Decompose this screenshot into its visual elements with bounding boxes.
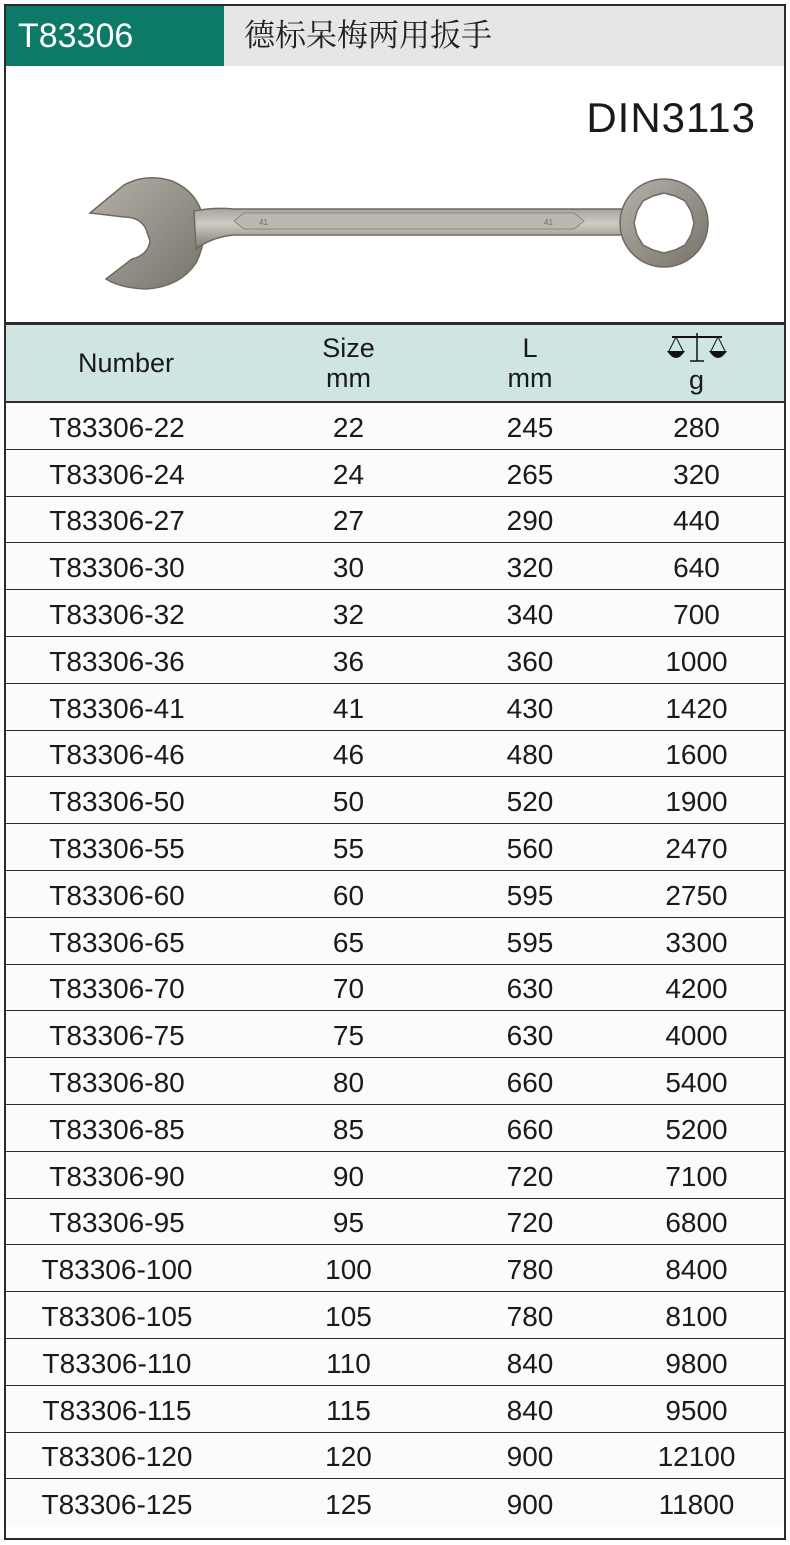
cell-size: 22 — [332, 411, 365, 443]
cell-size: 50 — [332, 786, 365, 818]
wrench-marking-right: 41 — [544, 218, 553, 227]
cell-number: T83306-32 — [49, 599, 185, 631]
cell-size: 36 — [332, 645, 365, 677]
cell-weight: 440 — [673, 505, 720, 537]
standard-label: DIN3113 — [586, 94, 756, 141]
cell-size: 46 — [332, 739, 365, 771]
cell-length: 720 — [506, 1207, 554, 1239]
cell-size: 24 — [332, 458, 365, 490]
cell-size: 80 — [332, 1067, 365, 1099]
table-row — [6, 1292, 784, 1339]
cell-size: 95 — [332, 1207, 365, 1239]
product-code: T83306 — [6, 6, 224, 66]
cell-number: T83306-105 — [41, 1301, 193, 1333]
cell-weight: 5200 — [665, 1113, 728, 1145]
cell-weight: 5400 — [665, 1067, 728, 1099]
cell-number: T83306-46 — [49, 739, 185, 771]
cell-number: T83306-24 — [49, 458, 185, 490]
table-row — [6, 1152, 784, 1199]
column-header-number-label: Number — [77, 348, 175, 378]
table-row — [6, 450, 784, 497]
cell-length: 660 — [506, 1067, 554, 1099]
table-row — [6, 1339, 784, 1386]
cell-weight: 700 — [673, 599, 720, 631]
cell-length: 290 — [506, 505, 554, 537]
table-row — [6, 1011, 784, 1058]
cell-weight: 1600 — [665, 739, 728, 771]
cell-size: 30 — [332, 552, 365, 584]
cell-weight: 1000 — [665, 645, 728, 677]
table-row — [6, 637, 784, 684]
cell-length: 900 — [506, 1488, 554, 1520]
cell-length: 480 — [506, 739, 554, 771]
cell-number: T83306-30 — [49, 552, 185, 584]
header-bar — [6, 6, 784, 66]
table-row — [6, 824, 784, 871]
table-row — [6, 1105, 784, 1152]
cell-number: T83306-95 — [49, 1207, 185, 1239]
product-spec-sheet — [4, 4, 786, 1540]
cell-weight: 7100 — [665, 1160, 728, 1192]
cell-size: 75 — [332, 1020, 365, 1052]
cell-size: 100 — [325, 1254, 372, 1286]
cell-length: 245 — [506, 411, 554, 443]
product-name: 德标呆梅两用扳手 — [224, 6, 784, 66]
column-header-weight-unit: g — [688, 365, 705, 395]
table-row — [6, 1199, 784, 1246]
cell-size: 41 — [332, 692, 365, 724]
table-row — [6, 777, 784, 824]
cell-length: 320 — [506, 552, 554, 584]
cell-weight: 320 — [673, 458, 720, 490]
table-row — [6, 1433, 784, 1480]
cell-number: T83306-120 — [41, 1441, 193, 1473]
table-row — [6, 731, 784, 778]
cell-weight: 9500 — [665, 1394, 728, 1426]
cell-length: 265 — [506, 458, 554, 490]
cell-number: T83306-60 — [49, 879, 185, 911]
combination-wrench-icon — [84, 171, 714, 296]
column-header-length-label: L — [522, 333, 538, 363]
cell-length: 630 — [506, 1020, 554, 1052]
wrench-marking-left: 41 — [259, 218, 268, 227]
cell-number: T83306-27 — [49, 505, 185, 537]
column-header-size — [246, 325, 451, 401]
cell-size: 105 — [325, 1301, 372, 1333]
table-row — [6, 1245, 784, 1292]
cell-number: T83306-22 — [49, 411, 185, 443]
cell-weight: 8400 — [665, 1254, 728, 1286]
cell-weight: 9800 — [665, 1347, 728, 1379]
cell-length: 560 — [506, 833, 554, 865]
table-row — [6, 403, 784, 450]
table-row — [6, 1058, 784, 1105]
cell-size: 115 — [326, 1394, 371, 1426]
cell-size: 65 — [332, 926, 365, 958]
cell-weight: 640 — [673, 552, 720, 584]
table-row — [6, 684, 784, 731]
spec-table — [6, 322, 784, 1526]
column-header-length — [451, 325, 609, 401]
table-row — [6, 590, 784, 637]
cell-length: 780 — [506, 1301, 554, 1333]
cell-length: 340 — [506, 599, 554, 631]
table-row — [6, 918, 784, 965]
cell-length: 520 — [506, 786, 554, 818]
cell-number: T83306-100 — [41, 1254, 193, 1286]
cell-number: T83306-55 — [49, 833, 185, 865]
cell-size: 27 — [332, 505, 365, 537]
table-row — [6, 497, 784, 544]
cell-size: 60 — [332, 879, 365, 911]
cell-number: T83306-70 — [49, 973, 185, 1005]
table-row — [6, 965, 784, 1012]
column-header-weight — [609, 325, 784, 401]
cell-number: T83306-85 — [49, 1113, 185, 1145]
cell-weight: 1900 — [665, 786, 728, 818]
cell-size: 120 — [325, 1441, 372, 1473]
cell-weight: 2750 — [665, 879, 728, 911]
column-header-size-unit: mm — [326, 363, 371, 393]
cell-weight: 3300 — [665, 926, 728, 958]
table-row — [6, 543, 784, 590]
cell-size: 90 — [332, 1160, 365, 1192]
cell-number: T83306-125 — [41, 1488, 193, 1520]
table-row — [6, 1479, 784, 1526]
cell-length: 595 — [506, 879, 554, 911]
cell-number: T83306-115 — [42, 1394, 192, 1426]
cell-weight: 1420 — [665, 692, 728, 724]
product-image-area — [6, 66, 784, 322]
cell-weight: 4200 — [665, 973, 728, 1005]
table-header — [6, 325, 784, 403]
cell-number: T83306-90 — [49, 1160, 185, 1192]
cell-weight: 6800 — [665, 1207, 728, 1239]
cell-size: 32 — [332, 599, 365, 631]
cell-size: 85 — [332, 1113, 365, 1145]
cell-weight: 4000 — [665, 1020, 728, 1052]
cell-number: T83306-75 — [49, 1020, 185, 1052]
cell-weight: 12100 — [657, 1441, 736, 1473]
cell-weight: 11800 — [658, 1488, 735, 1520]
cell-length: 840 — [506, 1394, 554, 1426]
cell-number: T83306-36 — [49, 645, 185, 677]
cell-length: 595 — [506, 926, 554, 958]
cell-size: 110 — [326, 1347, 371, 1379]
cell-number: T83306-80 — [49, 1067, 185, 1099]
cell-size: 70 — [332, 973, 365, 1005]
cell-size: 55 — [332, 833, 365, 865]
cell-number: T83306-41 — [49, 692, 185, 724]
cell-weight: 2470 — [665, 833, 728, 865]
table-row — [6, 1386, 784, 1433]
cell-length: 900 — [506, 1441, 554, 1473]
column-header-size-label: Size — [322, 333, 375, 363]
cell-length: 840 — [506, 1347, 554, 1379]
cell-weight: 8100 — [665, 1301, 728, 1333]
table-row — [6, 871, 784, 918]
cell-length: 360 — [506, 645, 554, 677]
cell-number: T83306-65 — [49, 926, 185, 958]
table-body — [6, 403, 784, 1526]
cell-number: T83306-110 — [42, 1347, 192, 1379]
cell-length: 630 — [506, 973, 554, 1005]
cell-length: 430 — [506, 692, 554, 724]
column-header-number — [6, 325, 246, 401]
column-header-length-unit: mm — [507, 363, 553, 393]
cell-length: 780 — [506, 1254, 554, 1286]
cell-weight: 280 — [673, 411, 720, 443]
scale-icon — [666, 331, 728, 365]
cell-length: 660 — [506, 1113, 554, 1145]
cell-length: 720 — [506, 1160, 554, 1192]
cell-number: T83306-50 — [49, 786, 185, 818]
cell-size: 125 — [325, 1488, 372, 1520]
